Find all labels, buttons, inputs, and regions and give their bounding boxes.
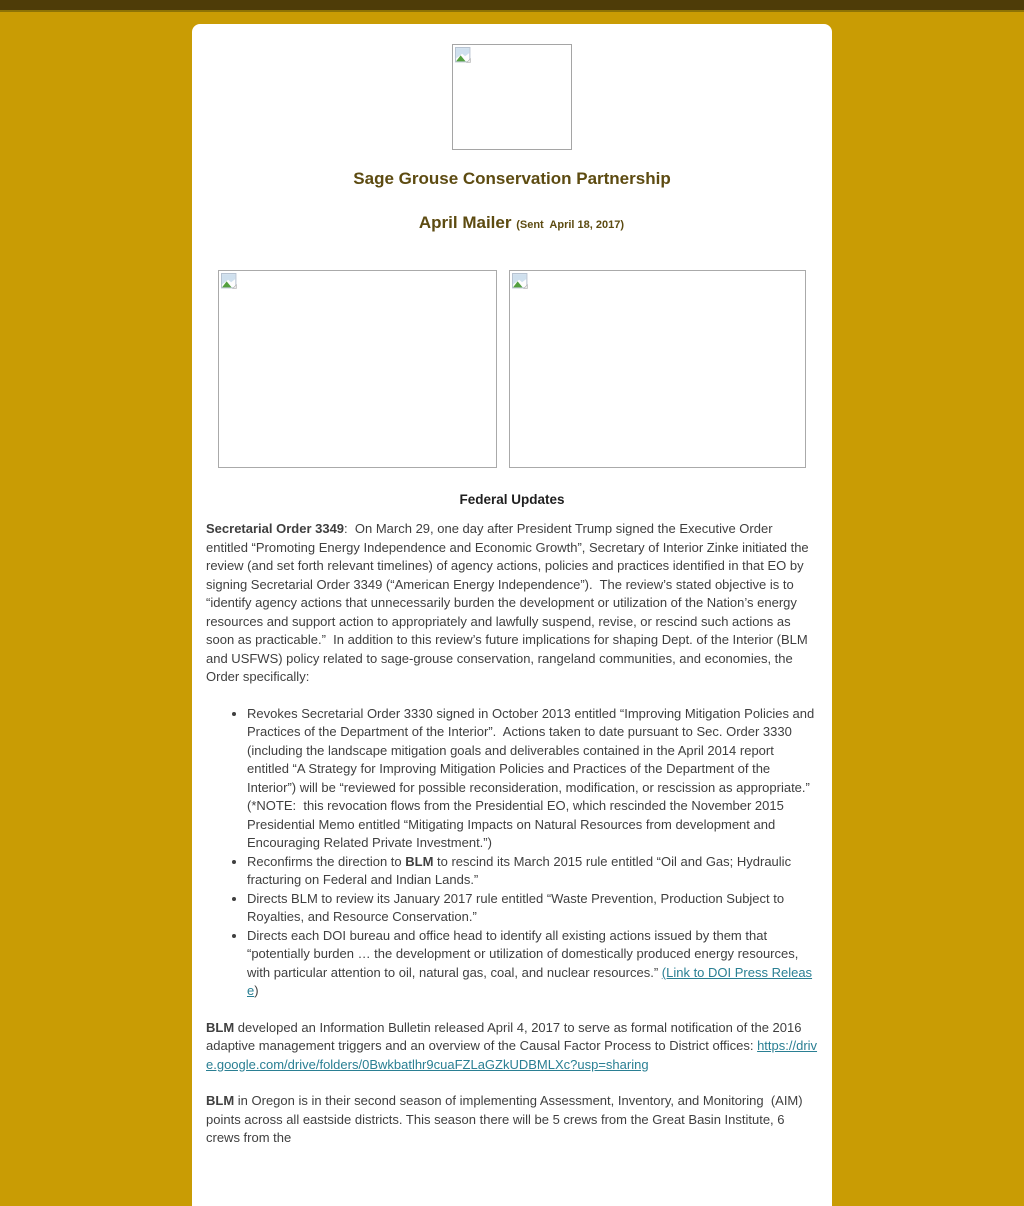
body-text: Directs BLM to review its January 2017 rule entitled “Waste Prevention, Production Subject to Royalties, and Resource Conservation.” bbox=[247, 890, 788, 924]
content-blocks bbox=[206, 520, 818, 1148]
body-text: Directs each DOI bureau and office head to identify all existing actions issued by them that “potentially burden … the development or utilization of domestically produced energy resources, with particular attention to oil, natural gas, coal, and nuclear resources.” bbox=[247, 927, 802, 980]
newsletter-card bbox=[192, 24, 832, 1206]
bold-text: BLM bbox=[206, 1093, 235, 1108]
list-item bbox=[247, 853, 818, 890]
body-text: ) bbox=[254, 983, 259, 998]
list-item bbox=[247, 890, 818, 927]
body-text: to rescind its March 2015 rule entitled “Oil and Gas; Hydraulic fracturing on Federal and Indian Lands.” bbox=[247, 853, 795, 887]
photo-placeholder-right bbox=[509, 270, 806, 468]
broken-image-icon bbox=[512, 273, 529, 290]
body-text: developed an Information Bulletin released April 4, 2017 to serve as formal notification of the 2016 adaptive management triggers and an overview of the Causal Factor Process to District offices: bbox=[206, 1019, 806, 1053]
title-sent-date: (Sent April 18, 2017) bbox=[516, 219, 625, 231]
broken-image-icon bbox=[455, 47, 472, 64]
title-line-2: April Mailer bbox=[418, 213, 517, 232]
bullet-list bbox=[206, 705, 818, 1001]
bold-text: Secretarial Order 3349 bbox=[206, 521, 345, 536]
photo-row bbox=[206, 270, 818, 468]
body-text: : On March 29, one day after President Trump signed the Executive Order entitled “Promoting Energy Independence and Economic Growth”, Secretary of Interior Zinke initiated the review (and set forth relevant timelines) of agency actions, policies and practices identified in that EO by signing Secretarial Order 3349 (“American Energy Independence”). The review’s stated objective is to “identify agency actions that unnecessarily burden the development or utilization of the Nation’s energy resources and support action to appropriately and lawfully suspend, revise, or rescind such actions as soon as practicable.” In addition to this review’s future implications for shaping Dept. of the Interior (BLM and USFWS) policy related to sage-grouse conservation, rangeland communities, and economies, the Order specifically: bbox=[206, 521, 813, 684]
top-accent-bar bbox=[0, 0, 1024, 12]
page-title bbox=[206, 168, 818, 236]
list-item bbox=[247, 705, 818, 853]
doi-press-release-link[interactable]: (Link to DOI Press Release bbox=[247, 964, 813, 998]
bold-text: BLM bbox=[405, 853, 434, 869]
paragraph bbox=[206, 1092, 818, 1148]
body-text: in Oregon is in their second season of implementing Assessment, Inventory, and Monitoring (AIM) points across all eastside districts. This season there will be 5 crews from the Great Basin Institute, 6 crews from the bbox=[206, 1093, 807, 1145]
broken-image-icon bbox=[221, 273, 238, 290]
paragraph bbox=[206, 520, 818, 687]
list-item bbox=[247, 927, 818, 1001]
drive-folder-link[interactable]: https://drive.google.com/drive/folders/0Bwkbatlhr9cuaFZLaGZkUDBMLXc?usp=sharing bbox=[206, 1038, 818, 1072]
photo-placeholder-left bbox=[218, 270, 497, 468]
section-heading-federal-updates: Federal Updates bbox=[459, 492, 565, 507]
logo-image-placeholder bbox=[452, 44, 572, 150]
title-line-1: Sage Grouse Conservation Partnership bbox=[353, 169, 671, 188]
paragraph bbox=[206, 1019, 818, 1075]
body-text: Revokes Secretarial Order 3330 signed in October 2013 entitled “Improving Mitigation Policies and Practices of the Department of the Interior”. Actions taken to date pursuant to Sec. Order 3330 (including the landscape mitigation goals and deliverables contained in the April 2014 report entitled “A Strategy for Improving Mitigation Policies and Practices of the Department of the Interior”) will be “reviewed for possible reconsideration, modification, or rescission as appropriate.” (*NOTE: this revocation flows from the Presidential EO, which rescinded the November 2015 Presidential Memo entitled “Mitigating Impacts on Natural Resources from development and Encouraging Related Private Investment.”) bbox=[247, 705, 818, 850]
body-text: Reconfirms the direction to bbox=[247, 853, 406, 869]
bold-text: BLM bbox=[206, 1019, 235, 1035]
